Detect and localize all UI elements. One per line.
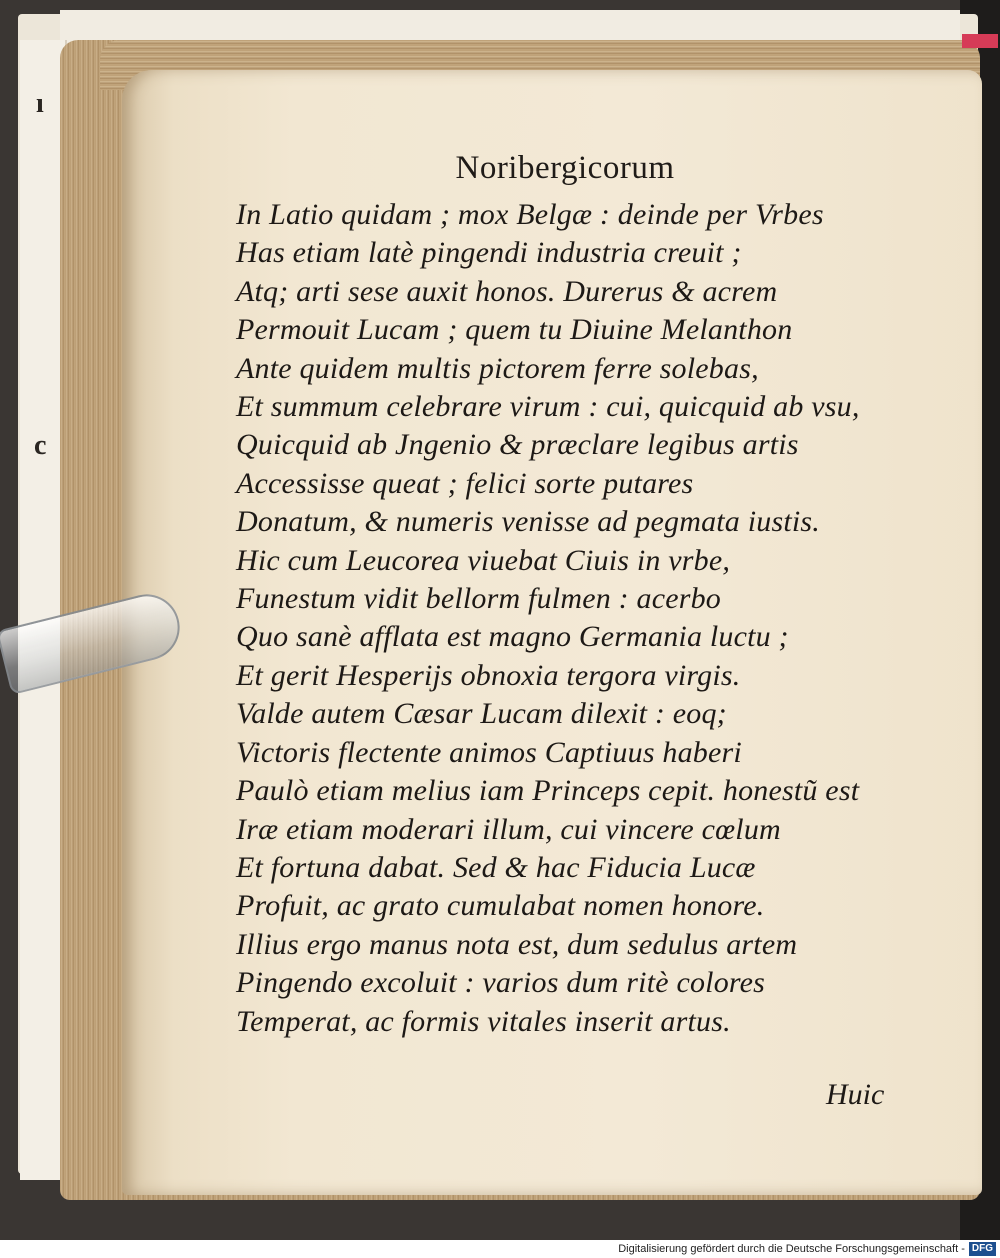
verse-block — [236, 196, 916, 1041]
verse-line: Victoris flectente animos Captiuus haberi — [236, 735, 742, 769]
footer-text: Digitalisierung gefördert durch die Deutsche Forschungsgemeinschaft - — [618, 1243, 965, 1255]
verse-line: Et fortuna dabat. Sed & hac Fiducia Lucæ — [236, 850, 756, 884]
margin-glyph: ı — [36, 88, 44, 119]
verse-line: Quicquid ab Jngenio & præclare legibus artis — [236, 428, 799, 462]
dfg-logo-icon: DFG — [969, 1242, 996, 1256]
verse-line: Quo sanè afflata est magno Germania luctu ; — [236, 620, 789, 654]
verse-line: Hic cum Leucorea viuebat Ciuis in vrbe, — [236, 543, 731, 577]
verse-line: Illius ergo manus nota est, dum sedulus artem — [236, 927, 798, 961]
verse-line: Profuit, ac grato cumulabat nomen honore. — [236, 889, 765, 923]
catchword: Huic — [826, 1078, 885, 1111]
verse-line: Paulò etiam melius iam Princeps cepit. honestũ est — [236, 774, 860, 808]
verse-line: Accessisse queat ; felici sorte putares — [236, 466, 694, 500]
verse-line: Pingendo excoluit : varios dum ritè colores — [236, 966, 766, 1000]
verse-line: Temperat, ac formis vitales inserit artus. — [236, 1004, 731, 1038]
verse-line: Permouit Lucam ; quem tu Diuine Melanthon — [236, 313, 793, 347]
verse-line: Et gerit Hesperijs obnoxia tergora virgis. — [236, 658, 741, 692]
verse-line: Donatum, & numeris venisse ad pegmata iustis. — [236, 505, 820, 539]
verse-line: Valde autem Cæsar Lucam dilexit : eoq; — [236, 697, 727, 731]
red-bookmark-tab — [962, 34, 998, 48]
verse-line: Iræ etiam moderari illum, cui vincere cœlum — [236, 812, 781, 846]
verse-line: Atq; arti sese auxit honos. Durerus & acrem — [236, 274, 778, 308]
margin-glyph: c — [34, 430, 47, 461]
page-header: Noribergicorum — [455, 150, 675, 186]
verse-line: Et summum celebrare virum : cui, quicquid ab vsu, — [236, 390, 860, 424]
verse-line: Has etiam latè pingendi industria creuit ; — [236, 236, 742, 270]
verse-line: Ante quidem multis pictorem ferre solebas, — [236, 351, 759, 385]
verse-line: Funestum vidit bellorm fulmen : acerbo — [236, 582, 722, 616]
verse-line: In Latio quidam ; mox Belgæ : deinde per Vrbes — [236, 198, 824, 231]
digitization-footer — [0, 1240, 1000, 1258]
